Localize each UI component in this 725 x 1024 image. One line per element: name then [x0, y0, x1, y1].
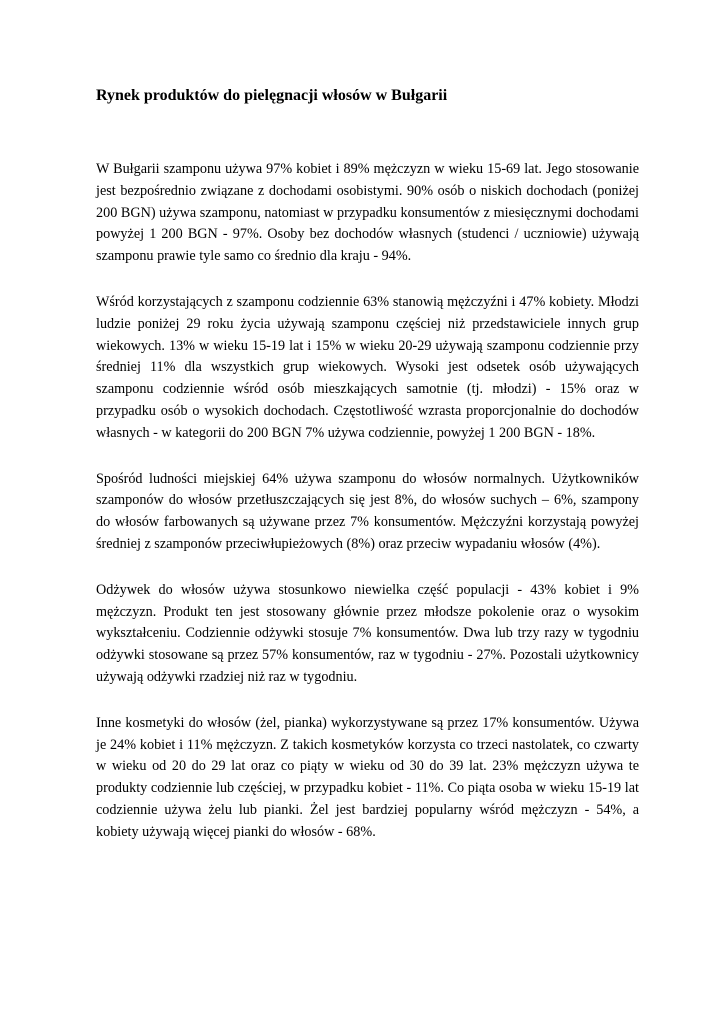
document-body [96, 159, 639, 868]
document-title: Rynek produktów do pielęgnacji włosów w Bułgarii [96, 87, 448, 104]
paragraph-styling-products: Inne kosmetyki do włosów (żel, pianka) wykorzystywane są przez 17% konsumentów. Używa je 24% kobiet i 11% mężczyzn. Z takich kosmetyków korzysta co trzeci nastolatek, co czwarty w wieku od 20 do 29 lat oraz co piąty w wieku od 30 do 39 lat. 23% mężczyzn używa te produkty codziennie lub częściej, w przypadku kobiet - 11%. Co piąta osoba w wieku 15-19 lat codziennie używa żelu lub pianki. Żel jest bardziej popularny wśród mężczyzn - 54%, a kobiety używają więcej pianki do włosów - 68%. [96, 714, 639, 840]
paragraph-conditioners: Odżywek do włosów używa stosunkowo niewielka część populacji - 43% kobiet i 9% mężczyzn. Produkt ten jest stosowany głównie przez młodsze pokolenie oraz o wysokim wykształceniu. Codziennie odżywki stosuje 7% konsumentów. Dwa lub trzy razy w tygodniu odżywki stosowane są przez 57% konsumentów, raz w tygodniu - 27%. Pozostali użytkownicy używają odżywki rzadziej niż raz w tygodniu. [96, 581, 639, 685]
paragraph-daily-shampoo: Wśród korzystających z szamponu codziennie 63% stanowią mężczyźni i 47% kobiety. Młodzi ludzie poniżej 29 roku życia używają szamponu częściej niż przedstawiciele innych grup wiekowych. 13% w wieku 15-19 lat i 15% w wieku 20-29 używają szamponu codziennie przy średniej 11% dla wszystkich grup wiekowych. Wysoki jest odsetek osób używających szamponu codziennie wśród osób mieszkających samotnie (tj. młodzi) - 15% oraz w przypadku osób o wysokich dochodach. Częstotliwość wzrasta proporcjonalnie do dochodów własnych - w kategorii do 200 BGN 7% używa codziennie, powyżej 1 200 BGN - 18%. [96, 293, 639, 441]
paragraph-shampoo-types: Spośród ludności miejskiej 64% używa szamponu do włosów normalnych. Użytkowników szamponów do włosów przetłuszczających się jest 8%, do włosów suchych – 6%, szampony do włosów farbowanych są używane przez 7% konsumentów. Mężczyźni korzystają powyżej średniej z szamponów przeciwłupieżowych (8%) oraz przeciw wypadaniu włosów (4%). [96, 470, 639, 552]
paragraph-shampoo-usage: W Bułgarii szamponu używa 97% kobiet i 89% mężczyzn w wieku 15-69 lat. Jego stosowanie jest bezpośrednio związane z dochodami osobistymi. 90% osób o niskich dochodach (poniżej 200 BGN) używa szamponu, natomiast w przypadku konsumentów z miesięcznymi dochodami powyżej 1 200 BGN - 97%. Osoby bez dochodów własnych (studenci / uczniowie) używają szamponu prawie tyle samo co średnio dla kraju - 94%. [96, 161, 639, 265]
